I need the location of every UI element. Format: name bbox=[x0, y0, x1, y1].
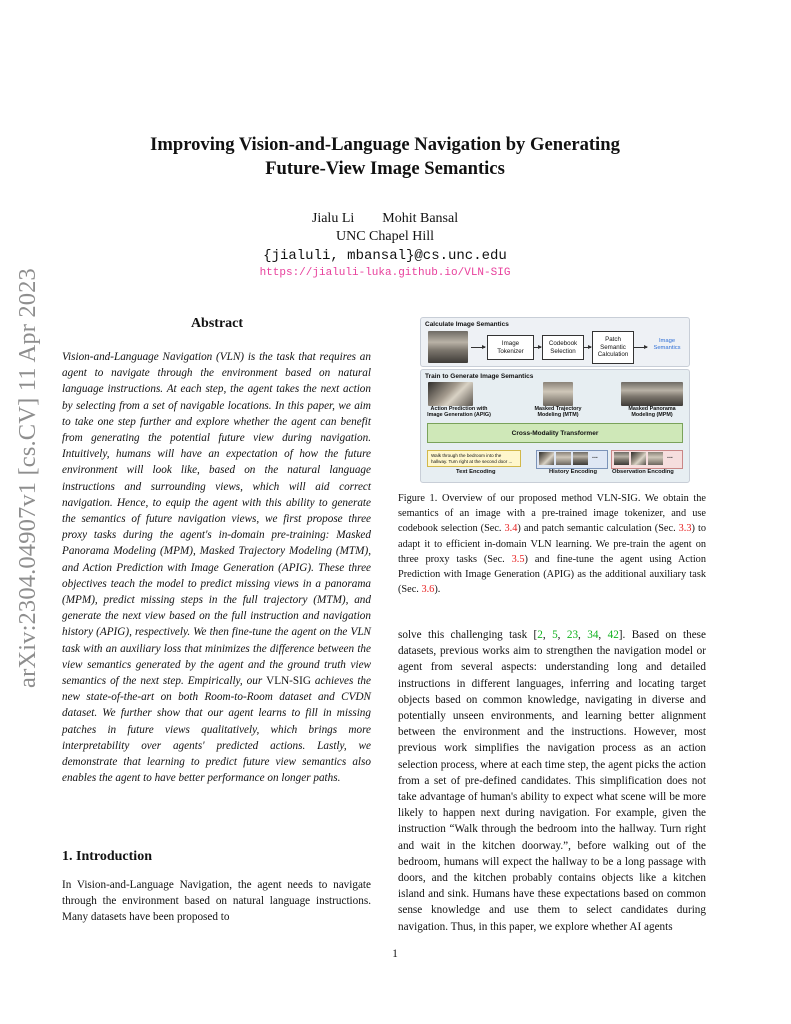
author-list bbox=[90, 210, 680, 228]
abstract-text-2: achieves the new state-of-the-art on both Room-to-Room dataset and CVDN dataset. We further show that our agent learns to fill in missing patches in future views qualitatively, which brings more interpretability over agents' predicted actions. Lastly, we demonstrate that learning to predict future view semantics also enables the agent to have better performance on longer paths. bbox=[62, 675, 371, 785]
affiliation: UNC Chapel Hill bbox=[336, 229, 434, 244]
observation-more-indicator: ... bbox=[667, 453, 673, 460]
title-line-1: Improving Vision-and-Language Navigation by Generating bbox=[150, 134, 620, 155]
section-heading-introduction: 1. Introduction bbox=[62, 849, 152, 864]
arxiv-stamp: arXiv:2304.04907v1 [cs.CV] 11 Apr 2023 bbox=[14, 268, 41, 688]
image-semantics-output: Image Semantics bbox=[653, 338, 681, 351]
author-2: Mohit Bansal bbox=[382, 211, 459, 226]
patch-semantic-box: Patch Semantic Calculation bbox=[592, 331, 634, 364]
history-frame bbox=[556, 452, 571, 465]
codebook-selection-box: Codebook Selection bbox=[542, 335, 584, 360]
body-text: solve this challenging task [ bbox=[398, 629, 538, 641]
caption-text: Figure 1. Overview of our proposed method VLN-SIG. We obtain the semantics of an image with a pre-trained image tokenizer, and use codebook selection (Sec. bbox=[398, 493, 706, 535]
citation-link[interactable]: 2 bbox=[537, 629, 543, 641]
citation-sep: , bbox=[542, 629, 553, 641]
abstract-heading: Abstract bbox=[190, 316, 244, 331]
observation-frame bbox=[648, 452, 663, 465]
abstract-text-1: Vision-and-Language Navigation (VLN) is the task that requires an agent to navigate through the environment based on natural language instructions. At each step, the agent takes the next action by selecting from a set of navigable locations. In this paper, we aim to take one step further and explore whether the agent can benefit from generating the potential future view during navigation. Intuitively, humans will have an expectation of how the future environment will look like, based on the natural language instructions and surrounding views, which will aid correct navigation. Hence, to equip the agent with this ability to generate the semantics of future navigation views, we first propose three proxy tasks during the agent's in-domain pre-training: Masked Panorama Modeling (MPM), Masked Trajectory Modeling (MTM), and Action Prediction with Image Generation (APIG). These three objectives teach the model to predict missing views in a panorama (MPM), predict missing steps in the full trajectory (MTM), and generate the next view based on the full instruction and navigation history (APIG), respectively. We then fine-tune the agent on the VLN task with an auxiliary loss that minimizes the difference between the view semantics generated by the agent and the ground truth view semantics of the next step. Empirically, our bbox=[62, 351, 371, 688]
project-url[interactable]: https://jialuli-luka.github.io/VLN-SIG bbox=[259, 267, 511, 279]
caption-text: ) to adapt it to efficient in-domain VLN learning. We pre-train the agent on three proxy tasks (Sec. bbox=[398, 523, 706, 565]
citation-link[interactable]: 42 bbox=[607, 629, 619, 641]
history-encoding-label: History Encoding bbox=[549, 469, 597, 475]
figure-bottom-label: Train to Generate Image Semantics bbox=[425, 373, 534, 380]
page-number: 1 bbox=[392, 948, 398, 960]
citation-link[interactable]: 5 bbox=[552, 629, 558, 641]
section-ref-link[interactable]: 3.5 bbox=[511, 553, 525, 565]
observation-frame bbox=[631, 452, 646, 465]
abstract-body bbox=[62, 349, 371, 786]
task-mtm: Masked Trajectory Modeling (MTM) bbox=[534, 406, 582, 419]
observation-strip bbox=[611, 450, 683, 469]
input-image bbox=[428, 331, 468, 363]
section-ref-link[interactable]: 3.4 bbox=[504, 523, 518, 535]
figure-top-label: Calculate Image Semantics bbox=[425, 321, 509, 328]
figure-caption bbox=[398, 491, 706, 597]
caption-text: ) and fine-tune the agent using Action Prediction with Image Generation (APIG) as the additional auxiliary task (Sec. bbox=[398, 553, 706, 596]
author-1: Jialu Li bbox=[311, 211, 355, 226]
method-name: VLN-SIG bbox=[266, 675, 311, 688]
history-more-indicator: ... bbox=[592, 453, 598, 460]
right-column-paragraph bbox=[398, 627, 706, 935]
history-strip bbox=[536, 450, 608, 469]
image-tokenizer-box: Image Tokenizer bbox=[487, 335, 534, 360]
section-ref-link[interactable]: 3.3 bbox=[678, 523, 692, 535]
observation-encoding-label: Observation Encoding bbox=[612, 469, 674, 475]
body-text: ]. Based on these datasets, previous works aim to strengthen the navigation model or agent from several aspects: understanding long and detailed instructions in different languages, inferring and locating target objects based on common knowledge, navigating in diverse and potentially unseen environments, and learning better alignment between the environment and the instructions. However, most previous work simplifies the navigation process as an action selection process, where at each time step, the agent picks the action from a set of pre-defined candidates. This simplification does not take advantage of human's ability to expect what scene will be more likely to happen next during navigation. For example, given the instruction “Walk through the bedroom into the hallway. Turn right and wait in the kitchen doorway.”, before walking out of the bedroom, humans will expect the hallway to be a long passage with doors, and the kitchen probably contains objects like a kitchen island and sink. Humans have these expectations based on common sense knowledge and use them to select candidates during navigation. Thus, in this paper, we explore whether AI agents bbox=[398, 629, 706, 933]
history-frame bbox=[573, 452, 588, 465]
text-encoding-label: Text Encoding bbox=[456, 469, 496, 475]
observation-frame bbox=[614, 452, 629, 465]
task-mpm: Masked Panorama Modeling (MPM) bbox=[628, 406, 676, 419]
arrow-icon bbox=[533, 347, 541, 348]
citation-sep: , bbox=[557, 629, 567, 641]
section-ref-link[interactable]: 3.6 bbox=[421, 584, 435, 596]
history-frame bbox=[539, 452, 554, 465]
title-line-2: Future-View Image Semantics bbox=[265, 158, 505, 179]
figure-1 bbox=[420, 317, 688, 480]
arrow-icon bbox=[471, 347, 485, 348]
arrow-icon bbox=[633, 347, 647, 348]
apig-image bbox=[428, 382, 473, 406]
arrow-icon bbox=[583, 347, 591, 348]
citation-link[interactable]: 23 bbox=[566, 629, 579, 641]
mtm-image bbox=[543, 382, 573, 406]
intro-paragraph: In Vision-and-Language Navigation, the agent needs to navigate through the environment based on natural language instructions. Many datasets have been proposed to bbox=[62, 879, 371, 924]
paper-title bbox=[90, 133, 680, 181]
caption-text: ) and patch semantic calculation (Sec. bbox=[517, 523, 679, 535]
task-apig: Action Prediction with Image Generation (APIG) bbox=[427, 406, 491, 419]
figure-top-panel bbox=[420, 317, 690, 367]
citation-link[interactable]: 34 bbox=[587, 629, 599, 641]
citation-sep: , bbox=[578, 629, 588, 641]
cross-modality-transformer-box: Cross-Modality Transformer bbox=[427, 423, 683, 443]
citation-sep: , bbox=[598, 629, 608, 641]
mpm-image bbox=[621, 382, 683, 406]
author-email: {jialuli, mbansal}@cs.unc.edu bbox=[263, 248, 507, 264]
caption-text: ). bbox=[434, 584, 441, 596]
instruction-text-box: Walk through the bedroom into the hallway. Turn right at the second door ... bbox=[427, 450, 521, 467]
